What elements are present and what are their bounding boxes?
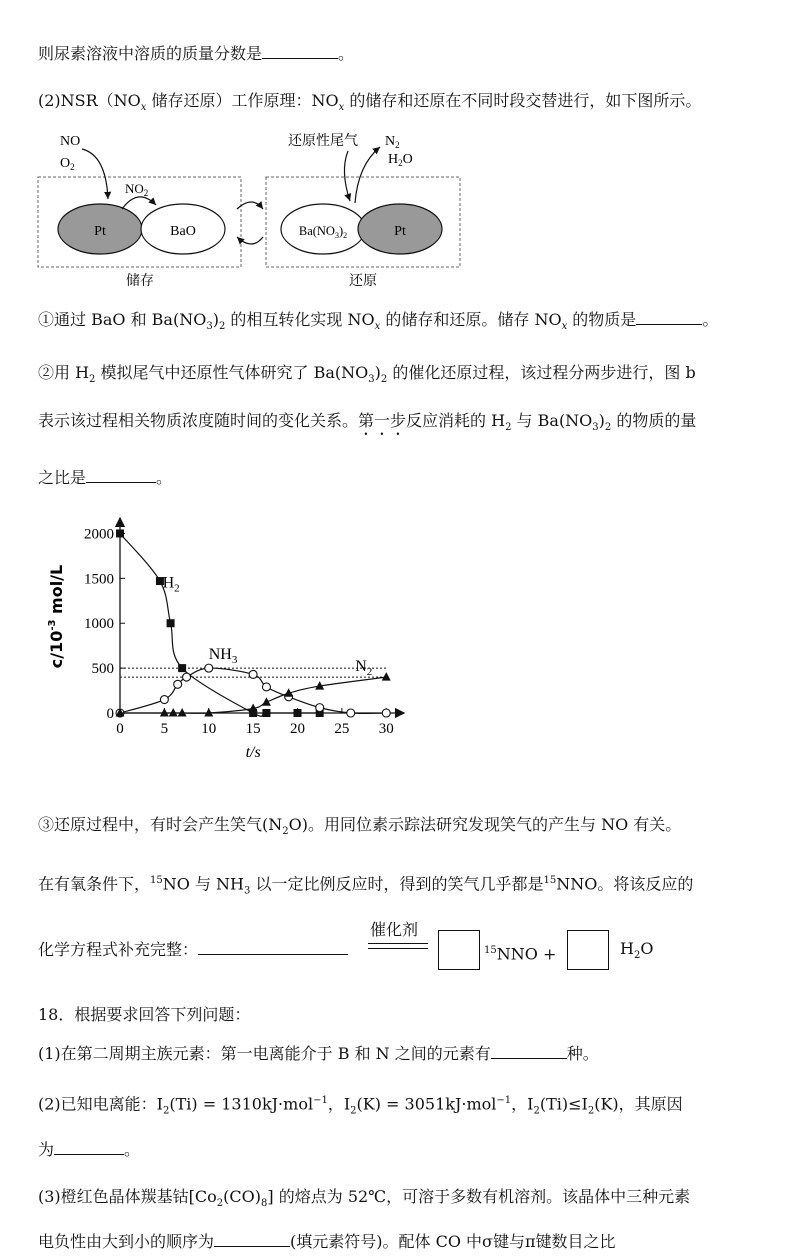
data-point-nh3 (347, 709, 355, 717)
sub-question-2-line-2: 表示该过程相关物质浓度随时间的变化关系。第一步反应消耗的 $H_2$ 与 $Ba(NO_3)_2$ 的物质的量 (38, 411, 697, 434)
data-point-nh3 (249, 670, 257, 678)
reduce-caption: 还原 (349, 274, 377, 289)
x-tick-label: 5 (160, 721, 169, 737)
x-tick-label: 25 (334, 721, 350, 737)
question-18-header: 18．根据要求回答下列问题： (38, 1005, 251, 1024)
y-tick-label: 1500 (84, 571, 114, 588)
answer-blank (491, 1042, 567, 1059)
y-axis-label: $c/10^{-3}$ mol/L (47, 564, 66, 669)
nsr-diagram (30, 125, 470, 295)
answer-blank (198, 938, 348, 955)
series-label-nh3: $NH_3$ (208, 646, 238, 667)
data-point-nh3 (382, 709, 390, 717)
sub-question-2-line-1: ②用 $H_2$ 模拟尾气中还原性气体研究了 $Ba(NO_3)_2$ 的催化还原过程，该过程分两步进行，图 b (38, 363, 696, 386)
h2o-product-label: $H_2O$ (388, 152, 413, 168)
data-point-n2 (178, 708, 187, 717)
no-label: NO (60, 134, 81, 149)
data-point-h2 (167, 619, 175, 627)
sub-question-2-line-3: 之比是 。 (38, 468, 173, 487)
coefficient-box-2[interactable] (567, 930, 609, 970)
concentration-time-chart (30, 510, 420, 795)
data-point-h2 (262, 709, 270, 717)
sub-question-3-line-1: ③还原过程中，有时会产生笑气$(N_2O)$。用同位素示踪法研究发现笑气的产生与 NO 有关。 (38, 815, 682, 838)
coefficient-box-1[interactable] (438, 930, 480, 970)
x-tick-label: 10 (201, 721, 217, 737)
data-point-h2 (294, 709, 302, 717)
question-18-part-3: (3)橙红色晶体羰基钴$[Co_2(CO)_8]$ 的熔点为 52℃，可溶于多数有机溶剂。该晶体中三种元素 (38, 1187, 691, 1210)
data-point-h2 (178, 664, 186, 672)
catalyst-label: 催化剂 (370, 920, 419, 939)
store-caption: 储存 (126, 274, 154, 289)
answer-blank (86, 466, 156, 483)
question-18-part-2-cont: 为 。 (38, 1140, 141, 1159)
data-point-n2 (160, 708, 169, 717)
no2-label: $NO_2$ (125, 181, 149, 198)
bano3-label: $Ba(NO_3)_2$ (298, 224, 348, 240)
tail-gas-label: 还原性尾气 (288, 133, 358, 149)
series-line-h2 (120, 533, 320, 716)
data-point-nh3 (316, 704, 324, 712)
question-2-header: $(2)NSR(NO_x$ 储存还原）工作原理：$NO_x$ 的储存和还原在不同时段交替进行，如下图所示。 (38, 91, 702, 114)
data-point-nh3 (205, 664, 213, 672)
x-tick-label: 15 (245, 721, 261, 737)
data-point-n2 (382, 672, 391, 681)
text-line-1: 则尿素溶液中溶质的质量分数是 。 (38, 44, 355, 63)
answer-blank (262, 42, 338, 59)
question-18-part-2: (2)已知电离能：$I_2(Ti) = 1310kJ\cdot mol^{-1}$，$I_2(K) = 3051kJ\cdot mol^{-1}$，$I_2(Ti)\le I_2(K)$，其原因 (38, 1094, 683, 1117)
data-point-nh3 (183, 673, 191, 681)
x-axis-label: t/s (245, 744, 261, 761)
sub-question-3-line-3: 化学方程式补充完整： (38, 938, 348, 961)
product-15nno: $^{15}$NNO + (484, 944, 557, 964)
pt2-label: Pt (394, 224, 406, 239)
n2-product-label: $N_2$ (385, 134, 400, 150)
data-point-n2 (169, 708, 178, 717)
product-h2o: $H_2O$ (620, 939, 654, 962)
series-label-n2: $N_2$ (355, 657, 373, 678)
data-point-nh3 (160, 696, 168, 704)
question-18-part-3-cont: 电负性由大到小的顺序为 (填元素符号)。配体 CO 中σ键与π键数目之比 (38, 1232, 616, 1251)
answer-blank (54, 1138, 124, 1155)
answer-blank (636, 308, 702, 325)
sub-question-3-line-2: 在有氧条件下，$^{15}$NO 与 $NH_3$ 以一定比例反应时，得到的笑气几乎都是$^{15}$NNO。将该反应的 (38, 874, 694, 897)
x-tick-label: 0 (116, 721, 124, 737)
pt-label: Pt (94, 224, 106, 239)
data-point-nh3 (174, 680, 182, 688)
answer-blank (214, 1230, 290, 1247)
series-label-h2: $H_2$ (162, 574, 180, 595)
y-tick-label: 0 (106, 706, 114, 722)
sub-question-1: ①通过 BaO 和 $Ba(NO_3)_2$ 的相互转化实现 $NO_x$ 的储存和还原。储存 $NO_x$ 的物质是 。 (38, 310, 719, 333)
data-point-nh3 (262, 683, 270, 691)
equal-sign (368, 943, 428, 949)
o2-label: $O_2$ (60, 156, 75, 172)
y-tick-label: 500 (91, 661, 114, 678)
y-tick-label: 1000 (84, 616, 114, 633)
x-tick-label: 20 (290, 721, 305, 737)
x-tick-label: 30 (378, 721, 394, 737)
data-point-h2 (116, 529, 124, 537)
y-tick-label: 2000 (84, 526, 114, 543)
bao-label: BaO (170, 224, 196, 239)
question-18-part-1: (1)在第二周期主族元素：第一电离能介于 B 和 N 之间的元素有 种。 (38, 1044, 599, 1063)
